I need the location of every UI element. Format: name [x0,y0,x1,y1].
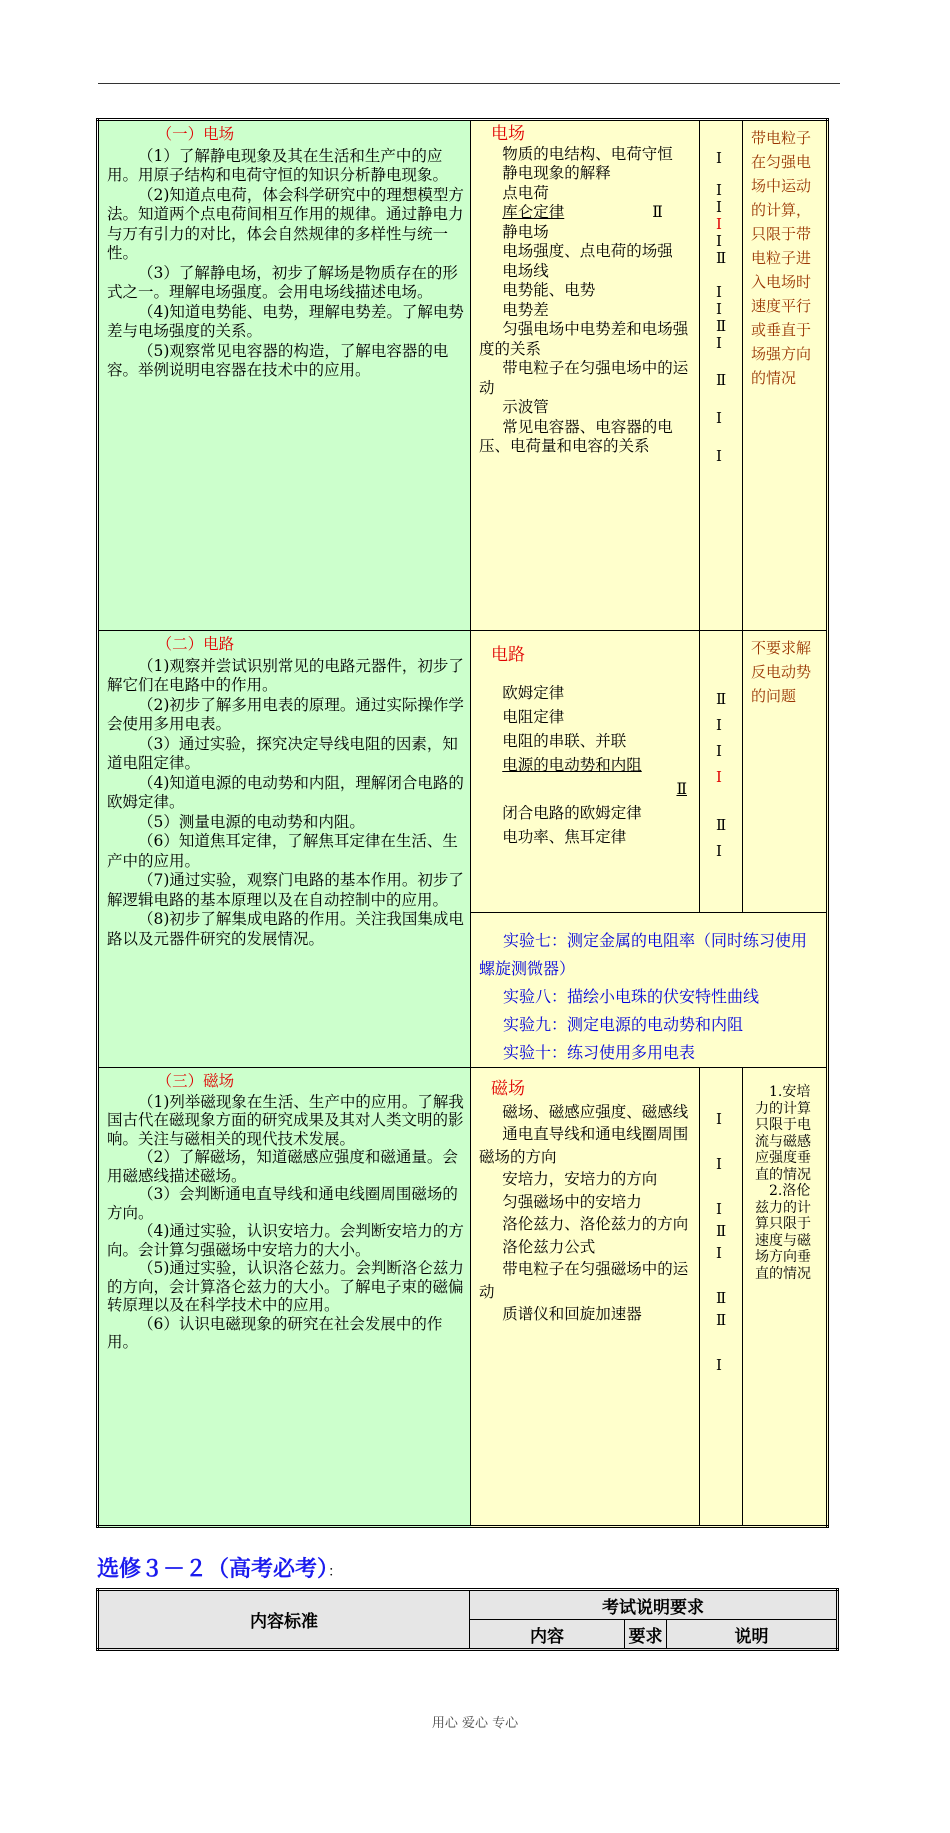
standard-item: （2）了解磁场，知道磁感应强度和磁通量。会用磁感线描述磁场。 [107,1148,458,1185]
content-item: 洛伦兹力公式 [502,1237,596,1256]
content-item: 带电粒子在匀强电场中的运动 [479,359,689,397]
inline-level: Ⅱ [652,203,663,221]
elective-title [97,1552,342,1583]
note-cell-magnetic-field [743,1068,828,1527]
standard-item: （3）了解静电场，初步了解场是物质存在的形式之一。理解电场强度。会用电场线描述电场。 [107,263,458,301]
note-item: 1.安培力的计算只限于电流与磁感应强度垂直的情况 [755,1084,811,1183]
standard-item: （4)知道电势能、电势，理解电势差。了解电势差与电场强度的关系。 [107,302,464,340]
content-item: 示波管 [502,398,549,416]
level-mark: Ⅱ [716,816,727,834]
header-content: 内容 [470,1620,625,1650]
standard-cell-circuit [98,631,471,1068]
content-cell-magnetic-field [471,1068,700,1527]
level-mark: Ⅰ [716,333,722,352]
content-item: 磁场、磁感应强度、磁感线 [502,1102,689,1121]
level-mark: Ⅰ [716,842,722,860]
content-cell-electric-field [471,120,700,631]
content-item: 匀强磁场中的安培力 [502,1192,642,1211]
content-item: 点电荷 [502,183,549,202]
note-cell-circuit: 不要求解反电动势的问题 [743,631,828,913]
content-item: 电势能、电势 [502,281,596,299]
level-mark: Ⅱ [716,248,727,267]
header-exam-requirements: 考试说明要求 [470,1590,838,1620]
experiment-item: 实验九：测定电源的电动势和内阻 [503,1015,744,1034]
level-mark: Ⅱ [716,1289,727,1307]
content-cell-circuit [471,631,700,913]
level-mark: Ⅰ [716,149,722,167]
content-item: 静电现象的解释 [502,164,611,182]
content-item: 常见电容器、电容器的电压、电荷量和电容的关系 [479,417,673,455]
content-item: 质谱仪和回旋加速器 [502,1305,642,1323]
header-content-standard: 内容标准 [98,1590,470,1650]
standard-item: （5）测量电源的电动势和内阻。 [138,812,365,831]
standard-item: （3）通过实验，探究决定导线电阻的因素，知道电阻定律。 [107,734,458,772]
standard-item: （1）了解静电现象及其在生活和生产中的应用。用原子结构和电荷守恒的知识分析静电现象。 [107,146,449,184]
note-item: 2.洛伦兹力的计算只限于速度与磁场方向垂直的情况 [755,1183,811,1282]
content-item [479,753,693,777]
level-cell-electric-field [700,120,743,631]
level-mark: Ⅰ [716,214,722,233]
content-heading: 电场 [491,124,525,144]
level-mark: Ⅰ [716,1110,722,1128]
standard-item: （1)列举磁现象在生活、生产中的应用。了解我国古代在磁现象方面的研究成果及其对人类文明的影响。关注与磁相关的现代技术发展。 [107,1092,464,1148]
content-item: 欧姆定律 [502,684,565,702]
level-mark: Ⅰ [716,231,722,250]
experiment-item: 实验八：描绘小电珠的伏安特性曲线 [503,987,760,1006]
circuit-row [98,631,828,913]
section-heading: （二）电路 [156,635,235,653]
level-mark: Ⅱ [716,370,727,389]
experiments-cell [471,913,828,1068]
content-item: 带电粒子在匀强磁场中的运动 [479,1260,689,1301]
level-mark: Ⅰ [716,768,722,786]
standard-item: （2)知道点电荷，体会科学研究中的理想模型方法。知道两个点电荷间相互作用的规律。通过静电力与万有引力的对比，体会自然规律的多样性与统一性。 [107,185,464,262]
level-mark: Ⅰ [716,1356,722,1374]
standard-cell-electric-field [98,120,471,631]
content-item: 安培力，安培力的方向 [502,1170,658,1188]
level-mark: Ⅰ [716,1200,722,1218]
content-item: 物质的电结构、电荷守恒 [502,144,673,163]
section-heading: （一）电场 [156,125,235,143]
level-mark: Ⅰ [716,180,722,199]
level-mark: Ⅰ [716,1244,722,1262]
content-item: 电势差 [502,300,549,319]
content-item: 通电直导线和通电线圈周围磁场的方向 [479,1125,689,1166]
content-item-text: 库仑定律 [502,203,565,221]
level-mark: Ⅱ [716,1311,727,1329]
content-item-text: 电源的电动势和内阻 [502,756,642,774]
level-mark: Ⅱ [716,1222,727,1240]
standard-item: （1)观察并尝试识别常见的电路元器件，初步了解它们在电路中的作用。 [107,656,464,694]
level-mark: Ⅰ [716,408,722,427]
content-heading: 磁场 [491,1079,525,1099]
content-item: 电场线 [502,261,549,280]
level-mark: Ⅰ [716,1155,722,1173]
standard-item: （5)观察常见电容器的构造，了解电容器的电容。举例说明电容器在技术中的应用。 [107,341,449,379]
note-cell-electric-field: 带电粒子在匀强电场中运动的计算，只限于带电粒子进入电场时速度平行或垂直于场强方向的情况 [743,120,828,631]
experiment-item: 实验十：练习使用多用电表 [503,1043,696,1062]
header-note: 说明 [667,1620,838,1650]
level-mark: Ⅰ [716,282,722,301]
electric-field-row [98,120,828,631]
page-footer: 用心 爱心 专心 [431,1716,519,1731]
content-item: 电场强度、点电荷的场强 [502,242,673,260]
content-item: 电阻的串联、并联 [502,732,627,750]
standard-item: （6）认识电磁现象的研究在社会发展中的作用。 [107,1314,443,1351]
content-item: 电功率、焦耳定律 [502,828,627,846]
magnetic-field-row [98,1068,828,1527]
standard-item: （6）知道焦耳定律，了解焦耳定律在生活、生产中的应用。 [107,832,458,870]
standard-item: （5)通过实验，认识洛仑兹力。会判断洛仑兹力的方向，会计算洛仑兹力的大小。了解电子束的磁偏转原理以及在科学技术中的应用。 [107,1259,464,1314]
content-item: 闭合电路的欧姆定律 [502,804,642,822]
standard-item: （8)初步了解集成电路的作用。关注我国集成电路以及元器件研究的发展情况。 [107,910,464,948]
syllabus-table [96,118,829,1528]
experiment-item: 实验七：测定金属的电阻率（同时练习使用螺旋测微器） [479,931,808,978]
header-requirement: 要求 [625,1620,667,1650]
standard-item: （3）会判断通电直导线和通电线圈周围磁场的方向。 [107,1185,458,1222]
level-mark: Ⅱ [716,690,727,708]
standard-cell-magnetic-field [98,1068,471,1527]
header-rule [98,83,840,84]
content-item: 匀强电场中电势差和电场强度的关系 [479,320,689,358]
content-heading: 电路 [491,645,525,665]
elective-table-header [96,1588,839,1651]
elective-title-suffix: ： [328,1564,343,1580]
content-item [479,203,693,223]
elective-title-text: 选修３－２（高考必考） [97,1557,329,1582]
level-cell-circuit [700,631,743,913]
inline-level: Ⅱ [676,780,687,798]
level-mark: Ⅰ [716,742,722,760]
content-item: 电阻定律 [502,708,565,726]
section-heading: （三）磁场 [156,1072,235,1090]
level-mark: Ⅰ [716,716,722,734]
standard-item: （4)通过实验，认识安培力。会判断安培力的方向。会计算匀强磁场中安培力的大小。 [107,1222,464,1259]
level-cell-magnetic-field [700,1068,743,1527]
level-mark: Ⅰ [716,197,722,216]
standard-item: （4)知道电源的电动势和内阻，理解闭合电路的欧姆定律。 [107,773,464,811]
standard-item: （2)初步了解多用电表的原理。通过实际操作学会使用多用电表。 [107,695,464,733]
level-mark: Ⅰ [716,299,722,318]
content-item [479,777,693,801]
content-item: 静电场 [502,222,549,241]
level-mark: Ⅱ [716,316,727,335]
standard-item: （7)通过实验，观察门电路的基本作用。初步了解逻辑电路的基本原理以及在自动控制中的应用。 [107,871,464,909]
content-item: 洛伦兹力、洛伦兹力的方向 [502,1215,689,1233]
level-mark: Ⅰ [716,446,722,465]
